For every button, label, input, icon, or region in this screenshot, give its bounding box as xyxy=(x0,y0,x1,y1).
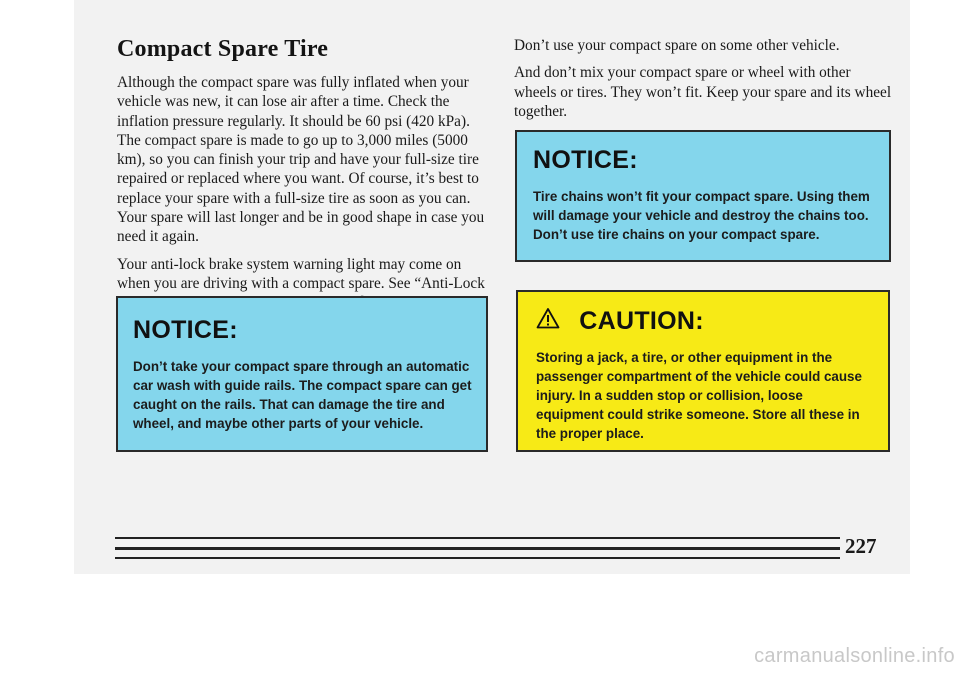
mix-wheels-paragraph: And don’t mix your compact spare or wheel with other wheels or tires. They won’t fit. Keep your spare and its wheel together. xyxy=(514,64,892,120)
notice-text: Tire chains won’t fit your compact spare. Using them will damage your vehicle and destroy the chains too. Don’t use tire chains on your compact spare. xyxy=(533,189,870,242)
caution-header xyxy=(536,306,874,336)
right-column xyxy=(514,36,894,129)
abs-warning-paragraph: Your anti-lock brake system warning light may come on when you are driving with a compact spare. See “Anti-Lock xyxy=(117,255,485,292)
footer-rule-bottom xyxy=(115,557,840,559)
notice-box-tire-chains xyxy=(515,130,891,262)
footer-rule-top xyxy=(115,537,840,539)
notice-heading: NOTICE: xyxy=(533,146,638,174)
notice-text: Don’t take your compact spare through an automatic car wash with guide rails. The compact spare can get caught on the rails. That can damage the tire and wheel, and maybe other parts of your vehicle. xyxy=(133,359,472,431)
page-number: 227 xyxy=(845,534,877,558)
footer-rule-middle xyxy=(115,547,840,550)
other-vehicle-paragraph: Don’t use your compact spare on some other vehicle. xyxy=(514,37,840,54)
warning-triangle-icon xyxy=(536,307,560,336)
notice-box-car-wash xyxy=(116,296,488,452)
caution-heading: CAUTION: xyxy=(579,306,704,335)
left-column xyxy=(117,36,487,321)
spare-tire-paragraph: Although the compact spare was fully inflated when your vehicle was new, it can lose air after a time. Check the inflation pressure regularly. It should be 60 psi (420 kPa). The compact spare is made to go up to 3,000 miles (5000 km), so you can finish your trip and have your full-size tire repaired or replaced where you want. Of course, it’s best to replace your spare with a full-size tire as soon as you can. Your spare will last longer and be in good shape in case you need it again. xyxy=(117,74,485,246)
caution-box xyxy=(516,290,890,452)
notice-heading: NOTICE: xyxy=(133,316,238,344)
caution-text: Storing a jack, a tire, or other equipment in the passenger compartment of the vehicle could cause injury. In a sudden stop or collision, loose equipment could strike someone. Store all these in the proper place. xyxy=(536,349,862,441)
page-title: Compact Spare Tire xyxy=(117,36,329,62)
watermark: carmanualsonline.info xyxy=(754,645,955,667)
